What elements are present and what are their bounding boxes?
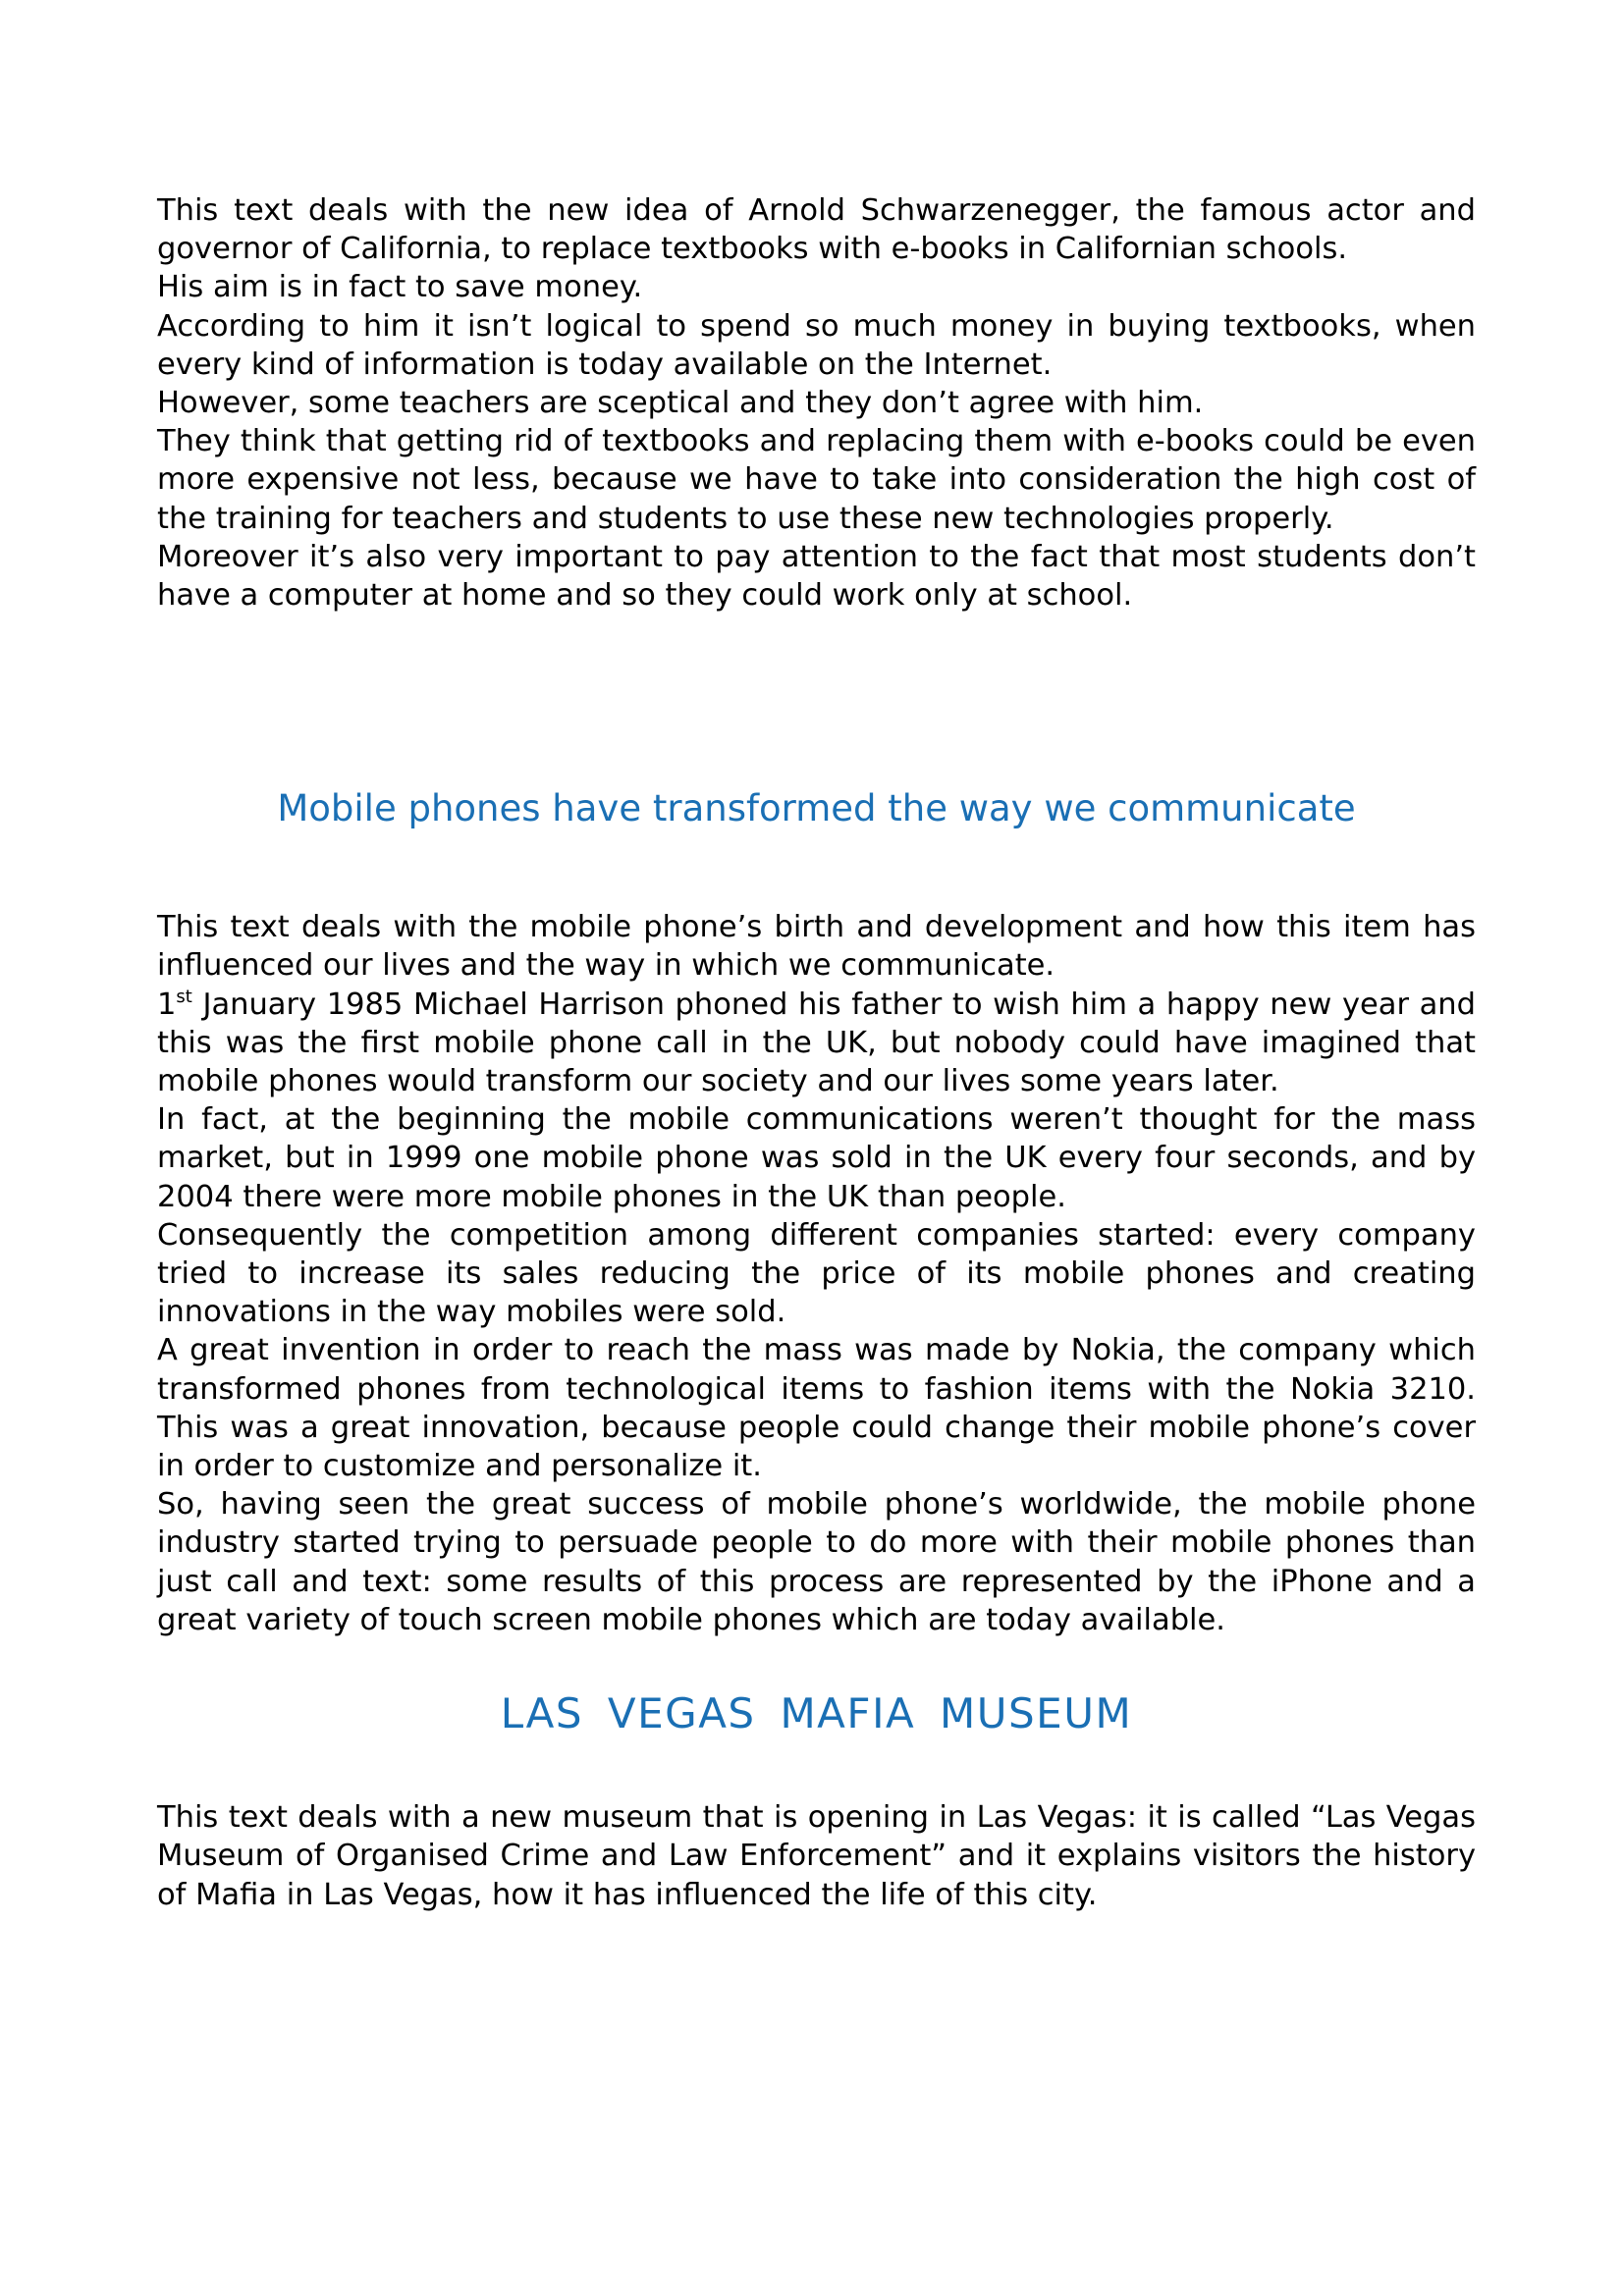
paragraph: In fact, at the beginning the mobile communications weren’t thought for the mass market, but in 1999 one mobile phone was sold in the UK every four seconds, and by 2004 there were more mobile phones in the UK than people. — [157, 1102, 1476, 1214]
paragraph-date — [157, 986, 1476, 1101]
date-rest: January 1985 Michael Harrison phoned his father to wish him a happy new year and this was the first mobile phone call in the UK, but nobody could have imagined that mobile phones would transform our society and our lives some years later. — [157, 987, 1476, 1099]
section-mafia-museum — [157, 1798, 1476, 1914]
document-page — [157, 191, 1476, 1914]
paragraph: This text deals with the mobile phone’s birth and development and how this item has influenced our lives and the way in which we communicate. — [157, 910, 1476, 984]
paragraph: They think that getting rid of textbooks and replacing them with e-books could be even more expensive not less, because we have to take into consideration the high cost of the training for teachers and students to use these new technologies properly. — [157, 424, 1476, 536]
paragraph: According to him it isn’t logical to spend so much money in buying textbooks, when every kind of information is today available on the Internet. — [157, 308, 1476, 382]
date-suffix: st — [176, 986, 192, 1007]
section-schwarzenegger-ebooks — [157, 191, 1476, 614]
paragraph: This text deals with a new museum that is opening in Las Vegas: it is called “Las Vegas Museum of Organised Crime and Law Enforcement” and it explains visitors the history of Mafia in Las Vegas, how it has influenced the life of this city. — [157, 1800, 1476, 1912]
section-mobile-phones — [157, 908, 1476, 1639]
paragraph: His aim is in fact to save money. — [157, 270, 643, 305]
paragraph: Consequently the competition among different companies started: every company tried to increase its sales reducing the price of its mobile phones and creating innovations in the way mobiles were sold. — [157, 1217, 1476, 1330]
paragraph: So, having seen the great success of mobile phone’s worldwide, the mobile phone industry started trying to persuade people to do more with their mobile phones than just call and text: some results of this process are represented by the iPhone and a great variety of touch screen mobile phones which are today available. — [157, 1487, 1476, 1637]
paragraph: However, some teachers are sceptical and they don’t agree with him. — [157, 386, 1204, 421]
paragraph: This text deals with the new idea of Arnold Schwarzenegger, the famous actor and governor of California, to replace textbooks with e-books in Californian schools. — [157, 193, 1476, 267]
paragraph: Moreover it’s also very important to pay attention to the fact that most students don’t have a computer at home and so they could work only at school. — [157, 539, 1476, 614]
section-heading-mobile-phones: Mobile phones have transformed the way we communicate — [277, 787, 1356, 830]
paragraph: A great invention in order to reach the mass was made by Nokia, the company which transformed phones from technological items to fashion items with the Nokia 3210. This was a great innovation, because people could change their mobile phone’s cover in order to customize and personalize it. — [157, 1333, 1476, 1484]
section-heading-mafia-museum: LAS VEGAS MAFIA MUSEUM — [500, 1689, 1133, 1738]
date-day: 1 — [157, 987, 177, 1022]
